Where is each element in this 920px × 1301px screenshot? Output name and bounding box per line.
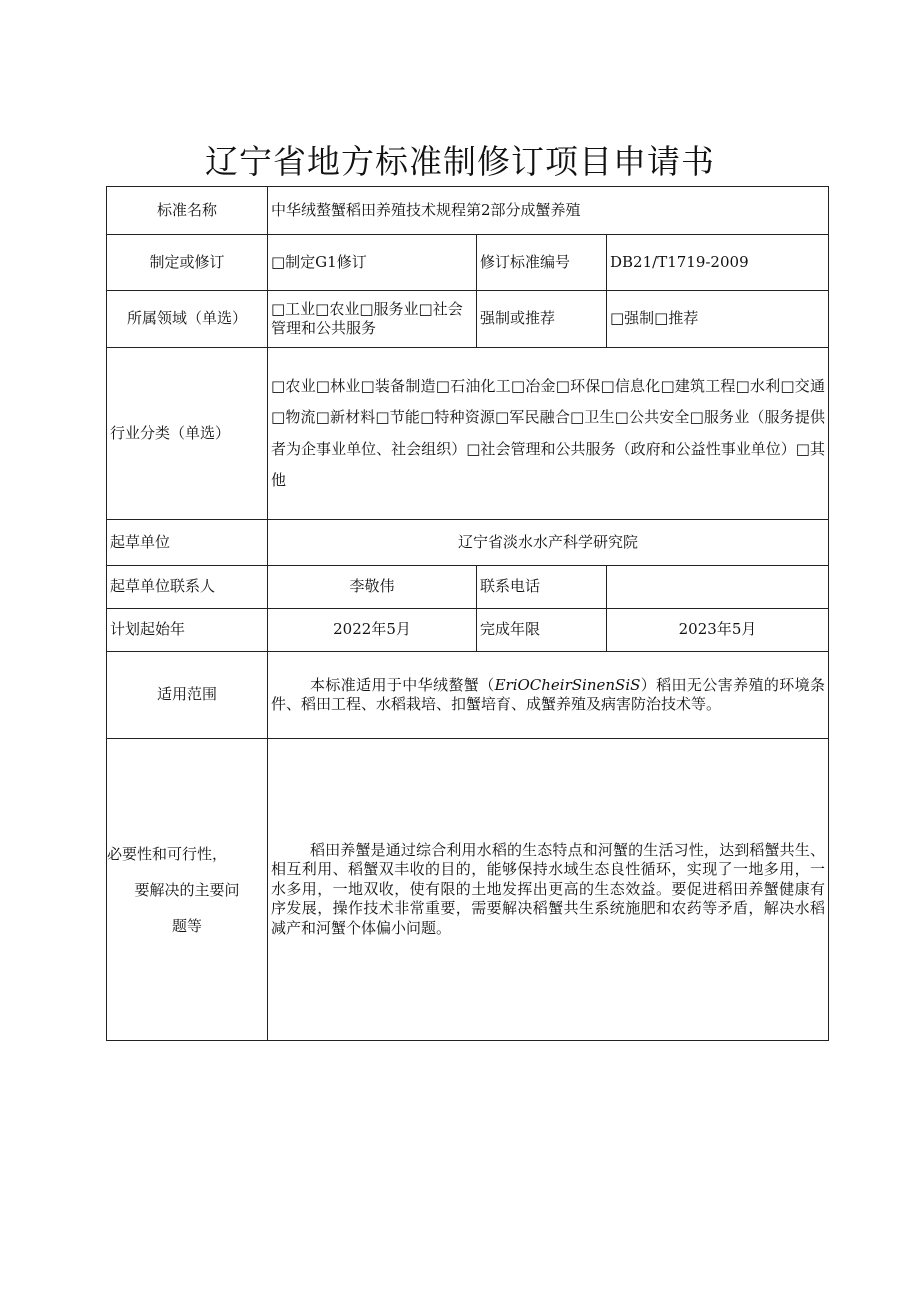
row-drafter (107, 520, 829, 566)
label-standard-name: 标准名称 (107, 187, 268, 235)
label-completion: 完成年限 (477, 609, 607, 652)
label-drafter: 起草单位 (107, 520, 268, 566)
value-completion[interactable]: 2023年5月 (607, 609, 829, 652)
value-revise-number[interactable]: DB21/T1719-2009 (607, 235, 829, 291)
row-standard-name (107, 187, 829, 235)
label-necessity-line2: 要解决的主要问 (134, 880, 240, 899)
scope-text-before: 本标准适用于中华绒螯蟹（ (310, 675, 495, 694)
row-industry (107, 348, 829, 520)
value-revise[interactable]: □制定G1修订 (268, 235, 477, 291)
row-field (107, 291, 829, 348)
label-industry: 行业分类（单选） (107, 348, 268, 520)
row-plan (107, 609, 829, 652)
value-standard-name[interactable]: 中华绒螯蟹稻田养殖技术规程第2部分成蟹养殖 (268, 187, 829, 235)
value-field[interactable]: □工业□农业□服务业□社会管理和公共服务 (268, 291, 477, 348)
value-necessity[interactable]: 稻田养蟹是通过综合利用水稻的生态特点和河蟹的生活习性，达到稻蟹共生、相互利用、稻蟹双丰收的目的，能够保持水域生态良性循环，实现了一地多用，一水多用，一地双收，使有限的土地发挥出更高的生态效益。要促进稻田养蟹健康有序发展，操作技术非常重要，需要解决稻蟹共生系统施肥和农药等矛盾，解决水稻减产和河蟹个体偏小问题。 (268, 739, 829, 1041)
value-plan-start[interactable]: 2022年5月 (268, 609, 477, 652)
row-revise (107, 235, 829, 291)
value-contact[interactable]: 李敬伟 (268, 566, 477, 609)
label-necessity (107, 739, 268, 1041)
scope-text-after: ）稻田无公害养殖的环境条件、稻田工程、水稻栽培、扣蟹培育、成蟹养殖及病害防治技术等。 (271, 675, 825, 713)
label-scope: 适用范围 (107, 652, 268, 739)
row-contact (107, 566, 829, 609)
label-phone: 联系电话 (477, 566, 607, 609)
page-title: 辽宁省地方标准制修订项目申请书 (205, 142, 715, 181)
value-industry[interactable]: □农业□林业□装备制造□石油化工□冶金□环保□信息化□建筑工程□水利□交通□物流□新材料□节能□特种资源□军民融合□卫生□公共安全□服务业（服务提供者为企事业单位、社会组织）□社会管理和公共服务（政府和公益性事业单位）□其他 (268, 348, 829, 520)
label-plan-start: 计划起始年 (107, 609, 268, 652)
label-mandatory: 强制或推荐 (477, 291, 607, 348)
label-necessity-line1: 必要性和可行性， (107, 844, 228, 863)
label-revise-number: 修订标准编号 (477, 235, 607, 291)
row-scope (107, 652, 829, 739)
value-phone[interactable] (607, 566, 829, 609)
label-revise: 制定或修订 (107, 235, 268, 291)
value-mandatory[interactable]: □强制□推荐 (607, 291, 829, 348)
value-drafter[interactable]: 辽宁省淡水水产科学研究院 (268, 520, 829, 566)
label-necessity-line3: 题等 (171, 916, 202, 935)
row-necessity (107, 739, 829, 1041)
label-contact: 起草单位联系人 (107, 566, 268, 609)
label-field: 所属领域（单选） (107, 291, 268, 348)
scope-latin-name: EriOCheirSinenSiS (494, 675, 641, 694)
value-scope[interactable] (268, 652, 829, 739)
application-form (106, 186, 829, 1041)
